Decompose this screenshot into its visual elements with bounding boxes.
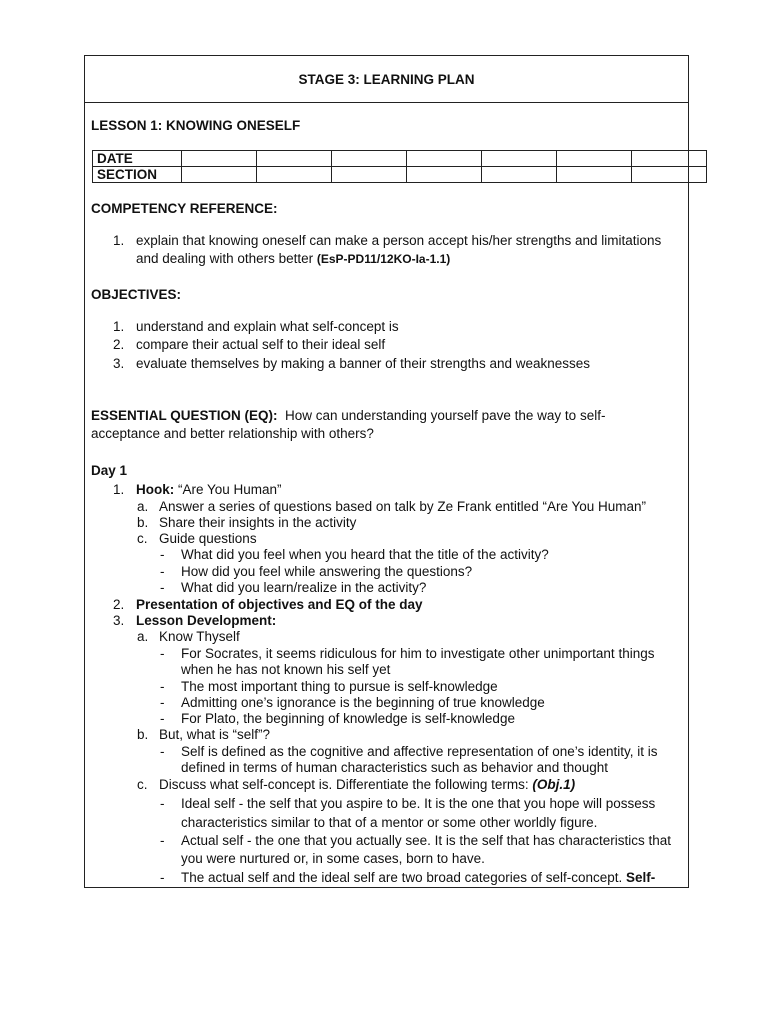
list-item: Answer a series of questions based on talk by Ze Frank entitled “Are You Human” [159,499,647,514]
list-item: Presentation of objectives and EQ of the day [136,597,423,612]
list-item [159,776,575,793]
objective-item: understand and explain what self-concept is [136,319,399,334]
dash-bullet: - [160,580,165,595]
lesson-title: LESSON 1: KNOWING ONESELF [91,118,301,133]
list-number: 2. [113,597,125,612]
table-cell [257,151,332,167]
table-cell [332,151,407,167]
table-cell [257,167,332,183]
table-row [93,167,707,183]
day-heading: Day 1 [91,463,128,478]
table-cell [332,167,407,183]
list-item: Share their insights in the activity [159,515,357,530]
table-cell [482,151,557,167]
list-item: Know Thyself [159,629,240,644]
list-item: For Plato, the beginning of knowledge is self-knowledge [181,711,515,726]
list-number: 1. [113,482,125,497]
discuss-text: Discuss what self-concept is. Differentiate the following terms: [159,777,533,792]
dash-bullet: - [160,711,165,726]
list-letter: c. [137,777,148,792]
dash-bullet: - [160,564,165,579]
hook-item [136,481,282,498]
table-cell [182,151,257,167]
table-row [93,151,707,167]
eq-label: ESSENTIAL QUESTION (EQ): [91,408,278,423]
objective-ref: (Obj.1) [532,777,576,792]
table-cell [182,167,257,183]
list-item: you were nurtured or, in some cases, born to have. [181,851,485,866]
list-letter: b. [137,515,149,530]
guide-question: How did you feel while answering the questions? [181,564,473,579]
guide-question: What did you learn/realize in the activity? [181,580,427,595]
table-cell [632,167,707,183]
competency-line: explain that knowing oneself can make a person accept his/her strengths and limitations [136,233,662,248]
list-item: Self is defined as the cognitive and affective representation of one’s identity, it is [181,744,658,759]
table-cell [407,167,482,183]
hook-label: Hook: [136,482,175,497]
list-number: 1. [113,233,125,248]
list-letter: a. [137,629,149,644]
dash-bullet: - [160,870,165,885]
table-cell [482,167,557,183]
objective-item: evaluate themselves by making a banner of their strengths and weaknesses [136,356,591,371]
list-item: Actual self - the one that you actually see. It is the self that has characteristics that [181,833,672,848]
dash-bullet: - [160,646,165,661]
table-cell [632,151,707,167]
table-cell [557,167,632,183]
dash-bullet: - [160,744,165,759]
self-fragment: Self- [626,870,656,885]
eq-text: How can understanding yourself pave the way to self- [277,408,606,423]
hook-text: “Are You Human” [174,482,282,497]
list-item [181,869,655,886]
date-section-table [92,150,707,183]
dash-bullet: - [160,833,165,848]
table-label-date: DATE [93,151,182,167]
list-letter: a. [137,499,149,514]
dash-bullet: - [160,547,165,562]
list-item: characteristics similar to that of a mentor or some other worldly figure. [181,815,598,830]
list-item: For Socrates, it seems ridiculous for him to investigate other unimportant things [181,646,655,661]
dash-bullet: - [160,679,165,694]
list-number: 3. [113,356,125,371]
competency-heading: COMPETENCY REFERENCE: [91,201,278,216]
list-item: Guide questions [159,531,257,546]
dash-bullet: - [160,695,165,710]
competency-code: (EsP-PD11/12KO-Ia-1.1) [316,252,451,266]
list-item: when he has not known his self yet [181,662,391,677]
list-item: Lesson Development: [136,613,277,628]
table-label-section: SECTION [93,167,182,183]
list-item: But, what is “self”? [159,727,271,742]
table-cell [407,151,482,167]
guide-question: What did you feel when you heard that the title of the activity? [181,547,549,562]
list-item: defined in terms of human characteristics such as behavior and thought [181,760,608,775]
list-item: Ideal self - the self that you aspire to be. It is the one that you hope will possess [181,796,656,811]
page-title: STAGE 3: LEARNING PLAN [85,56,688,103]
competency-text: and dealing with others better [136,251,317,266]
list-letter: c. [137,531,148,546]
objective-item: compare their actual self to their ideal self [136,337,386,352]
table-cell [557,151,632,167]
list-number: 3. [113,613,125,628]
objectives-heading: OBJECTIVES: [91,287,182,302]
list-letter: b. [137,727,149,742]
competency-line [136,250,450,268]
list-number: 1. [113,319,125,334]
list-item: The most important thing to pursue is self-knowledge [181,679,498,694]
actual-ideal-text: The actual self and the ideal self are two broad categories of self-concept. [181,870,627,885]
list-item: Admitting one’s ignorance is the beginning of true knowledge [181,695,545,710]
dash-bullet: - [160,796,165,811]
list-number: 2. [113,337,125,352]
essential-question [91,407,605,424]
eq-text-line2: acceptance and better relationship with others? [91,426,374,441]
